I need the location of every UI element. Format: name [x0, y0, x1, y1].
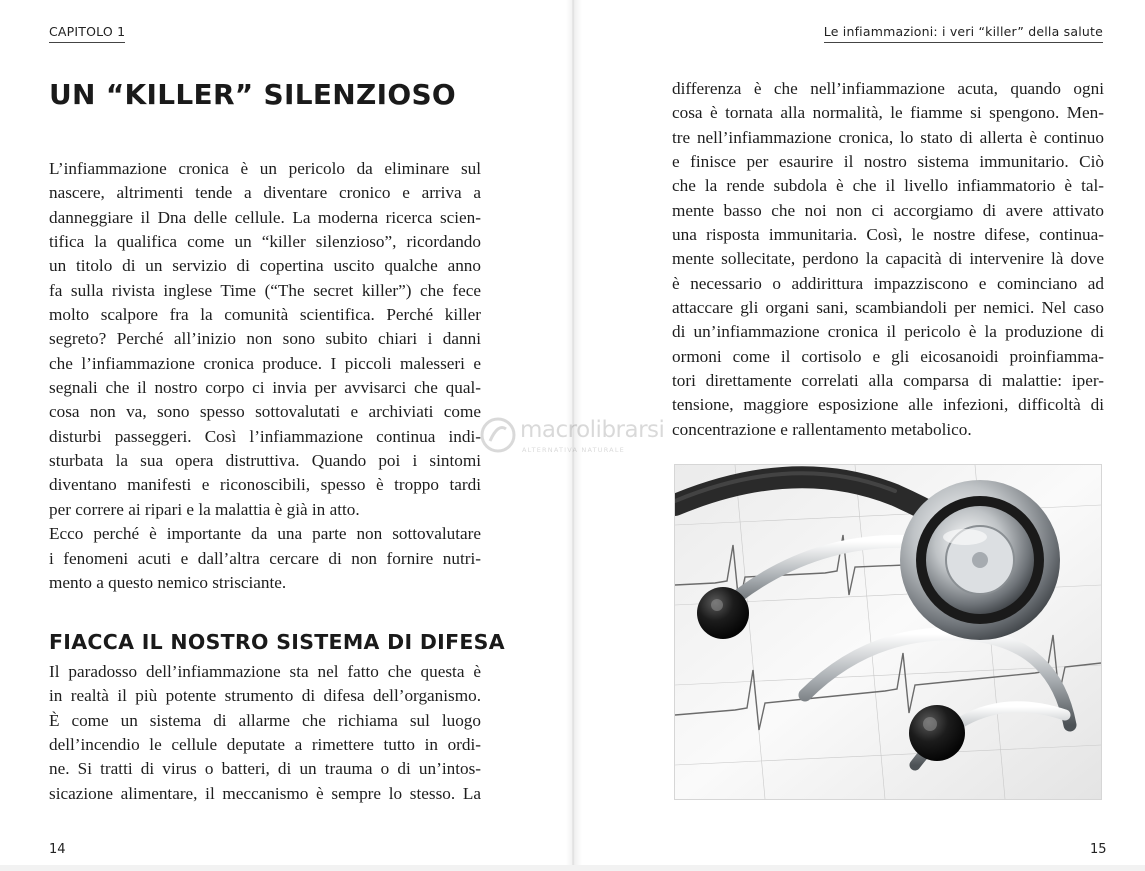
body-text-intro — [49, 157, 481, 595]
stethoscope-icon — [675, 465, 1101, 799]
text-line: mente basso che noi non ci accorgiamo di avere attivato — [672, 200, 1104, 220]
running-head-chapter: CAPITOLO 1 — [49, 24, 125, 43]
text-line: è necessario o addirittura impazziscono e cominciano ad — [672, 273, 1104, 293]
text-line: sturbata la sua opera distruttiva. Quando poi i sintomi — [49, 451, 481, 471]
text-line: È come un sistema di allarme che richiama sul luogo — [49, 710, 481, 730]
text-line: e finisce per esaurire il nostro sistema immunitario. Ciò — [672, 152, 1104, 172]
text-line: tori direttamente correlati alla comparsa di malattie: iper- — [672, 371, 1104, 391]
text-line: disturbi passeggeri. Così l’infiammazione continua indi- — [49, 426, 481, 446]
text-line: ormoni come il cortisolo e gli eicosanoidi proinfiamma- — [672, 346, 1104, 366]
text-line: per correre ai ripari e la malattia è già in atto. — [49, 499, 360, 519]
text-line: fa sulla rivista inglese Time (“The secret killer”) che fece — [49, 280, 481, 300]
text-line: segreto? Perché all’inizio non sono subito chiari i danni — [49, 329, 481, 349]
text-line: molto scalpore fra la comunità scientifica. Perché killer — [49, 305, 481, 325]
text-line: danneggiare il Dna delle cellule. La moderna ricerca scien- — [49, 207, 481, 227]
text-line: cosa è tornata alla normalità, le fiamme si spengono. Men- — [672, 103, 1104, 123]
main-heading: UN “KILLER” SILENZIOSO — [49, 78, 457, 111]
text-line: cosa non va, sono spesso sottovalutati e archiviati come — [49, 402, 481, 422]
book-gutter — [566, 0, 582, 865]
section-heading: FIACCA IL NOSTRO SISTEMA DI DIFESA — [49, 630, 505, 654]
text-line: un titolo di un servizio di copertina uscito qualche anno — [49, 256, 481, 276]
page-number-left: 14 — [49, 842, 66, 857]
text-line: dell’incendio le cellule deputate a rimettere tutto in ordi- — [49, 735, 481, 755]
text-line: ne. Si tratti di virus o batteri, di un trauma o di un’intos- — [49, 759, 481, 779]
running-head-title: Le infiammazioni: i veri “killer” della salute — [824, 24, 1103, 43]
text-line: che l’infiammazione cronica produce. I piccoli malesseri e — [49, 353, 481, 373]
text-line: che la rende subdola è che il livello infiammatorio è tal- — [672, 176, 1104, 196]
text-line: Il paradosso dell’infiammazione sta nel fatto che questa è — [49, 662, 481, 681]
text-line: diventano manifesti e riconoscibili, spesso è troppo tardi — [49, 475, 481, 495]
text-line: tre nell’infiammazione cronica, lo stato di allerta è continuo — [672, 127, 1104, 147]
text-line: tifica la qualifica come un “killer silenzioso”, ricordando — [49, 232, 481, 252]
text-line: sicazione alimentare, il meccanismo è sempre lo stesso. La — [49, 783, 481, 803]
text-line: i fenomeni acuti e dall’altra cercare di non fornire nutri- — [49, 548, 481, 568]
text-line: attaccare gli organi sani, scambiandoli per nemici. Nel caso — [672, 298, 1104, 318]
text-line: segnali che il nostro corpo ci invia per avvisarci che qual- — [49, 378, 481, 398]
text-line: in realtà il più potente strumento di difesa dell’organismo. — [49, 686, 481, 706]
body-text-continued — [672, 77, 1104, 442]
text-line: Ecco perché è importante da una parte non sottovalutare — [49, 524, 481, 544]
text-line: differenza è che nell’infiammazione acuta, quando ogni — [672, 79, 1104, 98]
text-line: concentrazione e rallentamento metabolico. — [672, 419, 972, 439]
text-line: mento a questo nemico strisciante. — [49, 572, 287, 592]
text-line: di un’infiammazione cronica il pericolo è la produzione di — [672, 322, 1104, 342]
text-line: mente sollecitate, perdono la capacità di intervenire là dove — [672, 249, 1104, 269]
text-line: tensione, maggiore esposizione alle infezioni, difficoltà di — [672, 395, 1104, 415]
body-text-section — [49, 660, 481, 806]
stethoscope-photo — [674, 464, 1102, 800]
page-number-right: 15 — [1090, 842, 1107, 857]
text-line: una risposta immunitaria. Così, le nostre difese, continua- — [672, 225, 1104, 245]
text-line: L’infiammazione cronica è un pericolo da eliminare sul — [49, 159, 481, 178]
text-line: nascere, altrimenti tende a diventare cronico e arriva a — [49, 183, 481, 203]
